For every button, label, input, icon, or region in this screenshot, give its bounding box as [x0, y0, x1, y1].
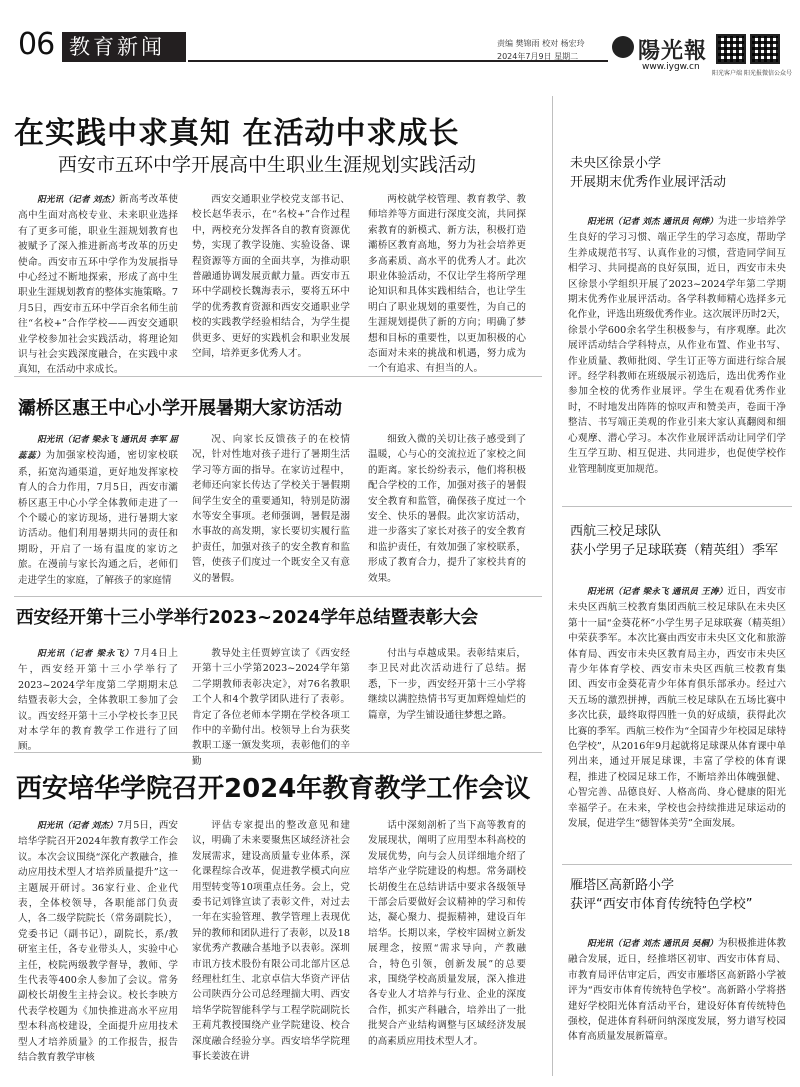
headline-line: 获小学男子足球联赛（精英组）季军: [570, 543, 779, 558]
article-text: 为加强家校沟通，密切家校联系，拓宽沟通渠道，更好地发挥家校育人的合力作用，7月5日，西安市灞桥区惠王中心小学全体教师走进了一个个暖心的家访现场，进行暑期大家访活动。他们利用暑期共同的责任和期盼，开启了一场有温度的家访之旅。在漫前与家长沟通之后，老师们走进学生的家庭，了解孩子的家庭情: [18, 450, 178, 586]
qr-code-icon: [716, 34, 746, 64]
article-body: [18, 432, 178, 592]
site-url[interactable]: www.iygw.cn: [642, 62, 700, 72]
article-headline: 西安培华学院召开2024年教育教学工作会议: [16, 774, 531, 804]
article-text: 为进一步培养学生良好的学习习惯、端正学生的学习态度，帮助学生养成规范书写、认真作业的习惯，营造同学间互相学习、共同提高的良好氛围，近日，西安市未央区徐景小学组织开展了2023~2024学年第二学期期末优秀作业展评活动。各学科教师精心选择多元化作业，评选出班级优秀作业。这次展评历时2天，徐景小学600余名学生积极参与，有序观摩。此次展评活动结合学科特点，从作业布置、作业书写、作业质量、教师批阅、学生订正等方面进行综合展评。经学科教师在班级展示初选后，选出优秀作业参加全校的优秀作业展评。学生在观看优秀作业时，不时地发出阵阵的惊叹声和赞美声，卷面干净整洁、书写端正美观的作业引来大家认真翻阅和细心观摩、潜心学习。本次作业展评活动让同学们学生互学互助、相互促进、共同进步，也促使学校作业管理制度更加规范。: [568, 216, 786, 475]
headline-line: 未央区徐景小学: [570, 156, 662, 171]
article-body: [568, 936, 786, 1076]
article-body: [18, 646, 178, 753]
article-text: 近日，西安市未央区西航三校教育集团西航三校足球队在未央区第十一届“金葵花杯”小学生男子足球联赛（精英组）中荣获季军。本次比赛由西安市未央区文化和旅游体育局、西安市未央区教育局主办，西安市未央区青少年体育学校、西安市未央区西航三校教育集团、西安市金葵花青少年体育俱乐部承办。经过六天五场的激烈拼搏，西航三校足球队在五场比赛中多次比获，最终取得四胜一负的好成绩，获得此次比赛的季军。西航三校作为“全国青少年校园足球特色学校”，从2016年9月起就将足球课从体育课中单列出来，通过开展足球课，丰富了学校的体育课程，推进了校园足球工作，不断培养出体魄强健、心智完善、品德良好、人格高尚、身心健康的阳光幸福学子。在未来，学校也会持续推进足球运动的发展，促进学生“德智体美劳”全面发展。: [568, 586, 786, 830]
issue-date: 2024年7月9日 星期二: [497, 52, 579, 61]
headline-line: 开展期末优秀作业展评活动: [570, 175, 727, 190]
article-body: [18, 818, 178, 1076]
divider: [14, 596, 542, 597]
article-body: [192, 192, 350, 368]
byline: 阳光讯（记者 刘杰 通讯员 吴桐）: [587, 939, 718, 949]
article-body: [568, 214, 786, 500]
article-headline: 西安经开第十三小学举行2023~2024学年总结暨表彰大会: [16, 608, 479, 628]
article-text: 况、向家长反馈孩子的在校情况，针对性地对孩子进行了暑期生活学习等方面的指导。在家访过程中，老师还向家长传达了学校关于暑假期间学生安全的重要通知，特别是防溺水等安全事项。老师强调，暑假是溺水事故的高发期，家长要切实履行监护责任，加强对孩子的安全教育和监管，使孩子们度过一个既安全又有意义的暑假。: [192, 434, 350, 584]
article-headline: 灞桥区惠王中心小学开展暑期大家访活动: [18, 398, 342, 419]
byline: 阳光讯（记者 刘杰）: [37, 195, 120, 205]
qr-caption: 阳光报微信公众号: [744, 70, 793, 77]
article-text: 评估专家提出的整改意见和建议，明确了未来要聚焦区域经济社会发展需求，建设高质量专业体系，深化课程综合改革，促进教学模式向应用型转变等10项重点任务。会上，党委书记刘锋宣读了表彰文件，对过去一年在实验管理、教学管理上表现优异的教师和团队进行了表彰，以及18家优秀产教融合基地予以表彰。深圳市讯方技术股份有限公司北部片区总经理杜红生、北京卓信大华资产评估公司陕西分公司总经理揣大明、西安培华学院智能科学与工程学院副院长王莉芃教授围绕产业学院建设、校合深度融合经验分享。西安培华学院理事长姜波在讲: [192, 820, 350, 1063]
article-body: [192, 818, 350, 1076]
article-body: [18, 192, 178, 376]
byline: 阳光讯（记者 梁永飞 通讯员 王涛）: [587, 587, 728, 597]
article-headline: 在实践中求真知 在活动中求成长: [14, 116, 460, 151]
byline: 阳光讯（记者 刘杰）: [37, 821, 118, 831]
headline-line: 西航三校足球队: [570, 524, 662, 539]
divider: [562, 506, 792, 507]
article-text: 细致入微的关切让孩子感受到了温暖，心与心的交流拉近了家校之间的距离。家长纷纷表示，他们将积极配合学校的工作，加强对孩子的暑假安全教育和监管，确保孩子度过一个安全、快乐的暑假。此次家访活动，进一步落实了家长对孩子的安全教育和监护责任，有效加强了家校联系，形成了教育合力，提升了家校共育的效果。: [368, 434, 526, 584]
byline: 阳光讯（记者 梁永飞 通讯员 李军 屈蕊蕊）: [18, 435, 178, 462]
article-body: [368, 192, 526, 375]
article-body: [368, 432, 526, 592]
article-headline: [570, 876, 752, 914]
article-headline: [570, 522, 778, 560]
article-text: 两校就学校管理、教育教学、教师培养等方面进行深度交流，共同探索教育的新模式、新方法，积极打造灞桥区教育高地，努力为社会培养更多高素质、高水平的优秀人才。此次职业体验活动，不仅让学生将所学理论知识和具体实践相结合，也让学生明白了职业规划的重要性，为自己的生涯规划提供了新的方向；明确了梦想和目标的重要性，以更加积极的心态面对未来的挑战和机遇，努力成为一个有追求、有担当的人。: [368, 194, 526, 375]
article-text: 西安交通职业学校党支部书记、校长赵华表示，在“名校+”合作过程中，两校充分发挥各自的教育资源优势，实现了教学设施、实验设备、课程资源等方面的全面共享，为推动职普融通协调发展贡献力量。西安市五环中学副校长魏海表示，要将五环中学的优秀教育资源和西安交通职业学校的实践教学经验相结合，为学生提供更多、更好的实践机会和职业发展空间，培养更多优秀人才。: [192, 194, 350, 360]
page-number: 06: [18, 27, 55, 62]
article-body: [192, 432, 350, 592]
article-text: 话中深刻剖析了当下高等教育的发展现状，阐明了应用型本科高校的发展优势，向与会人员详细地介绍了培华产业学院建设的构想。常务副校长胡俊生在总结讲话中要求各级领导干部会后要做好会议精神的学习和传达，凝心聚力、提振精神，建设百年培华。长期以来，学校牢固树立新发展理念，按照“需求导向，产教融合，特色引领，创新发展”的总要求，围绕学校高质量发展，深入推进各专业人才培养与行业、企业的深度合作，抓实产科融合，培养出了一批批契合产业结构调整与区域经济发展的高素质应用技术型人才。: [368, 820, 526, 1047]
byline: 阳光讯（记者 刘杰 通讯员 何烨）: [587, 217, 718, 227]
byline: 阳光讯（记者 梁永飞）: [37, 649, 134, 659]
article-body: [192, 646, 350, 767]
qr-caption: 阳光客户端: [712, 70, 743, 77]
article-subheadline: 西安市五环中学开展高中生职业生涯规划实践活动: [58, 154, 477, 176]
qr-code-icon: [750, 34, 780, 64]
article-text: 为积极推进体教融合发展，近日，经推塔区初审、西安市体育局、市教育局评估审定后，西安市雁塔区高新路小学被评为“西安市体育传统特色学校”。高新路小学将搭建好学校阳光体育活动平台，建设好体育传统特色强校，促进体育科研问纳深度发展，努力谱写校园体育高质量发展新篇章。: [568, 938, 786, 1043]
article-text: 教导处主任贾婷宣读了《西安经开第十三小学第2023~2024学年第二学期教师表彰决定》，对76名教职工个人和4个教学团队进行了表彰。肯定了各位老师本学期在学校各项工作中的辛勤付出。校领导上台为获奖教职工逐一颁发奖项，表彰他们的辛勤: [192, 648, 350, 767]
newspaper-logo: 陽光報: [638, 38, 708, 64]
article-body: [368, 818, 526, 1076]
article-body: [568, 584, 786, 856]
article-text: 7月5日，西安培华学院召开2024年教育教学工作会议。本次会议围绕“深化产教融合，推动应用技术型人才培养质量提升”这一主题展开研讨。36家行业、企业代表，全体校领导，各职能部门负责人，各二级学院院长（常务副院长），党委书记（副书记），副院长，系/教研室主任，各专业带头人，实验中心主任，校院两级教学督导，教师、学生代表等400余人参加了会议。常务副校长胡俊生主持会议。校长李映方代表学校题为《加快推进高水平应用型本科高校建设，全面提升应用技术型人才培养质量》的工作报告，报告结合教育教学审核: [18, 820, 178, 1064]
article-body: [368, 646, 526, 742]
article-text: 7月4日上午，西安经开第十三小学举行了2023~2024学年度第二学期期末总结暨表彰大会，全体教职工参加了会议。西安经开第十三小学校长李卫民对本学年的教育教学工作进行了回顾。: [18, 648, 178, 753]
divider: [14, 752, 542, 753]
article-text: 付出与卓越成果。表彰结束后，李卫民对此次活动进行了总结。据悉，下一步，西安经开第十三小学将继续以满腔热情书写更加辉煌灿烂的篇章，为学生铺设通往梦想之路。: [368, 648, 526, 721]
divider: [14, 376, 542, 377]
column-divider: [552, 96, 553, 1076]
divider: [562, 864, 792, 865]
headline-line: 获评“西安市体育传统特色学校”: [570, 897, 753, 912]
sun-logo-icon: [612, 36, 634, 58]
article-headline: [570, 154, 726, 192]
section-title: 教育新闻: [62, 32, 186, 62]
staff-credit: 责编 樊锦雨 校对 杨宏玲: [497, 39, 585, 48]
article-text: 新高考改革使高中生面对高校专业、未来职业选择有了更多可能，职业生涯规划教育也被赋予了深入推进新高考改革的历史使命。西安市五环中学作为发展指导中心经过不断地探索，形成了高中生职业生涯规划教育的整体实施策略。7月5日，西安市五环中学百余名师生前往“名校+”合作学校——西安交通职业学校参加社会实践活动，将理论知识与社会实践深度融合，在实践中求真知，在活动中求成长。: [18, 194, 178, 376]
headline-line: 雁塔区高新路小学: [570, 878, 675, 893]
